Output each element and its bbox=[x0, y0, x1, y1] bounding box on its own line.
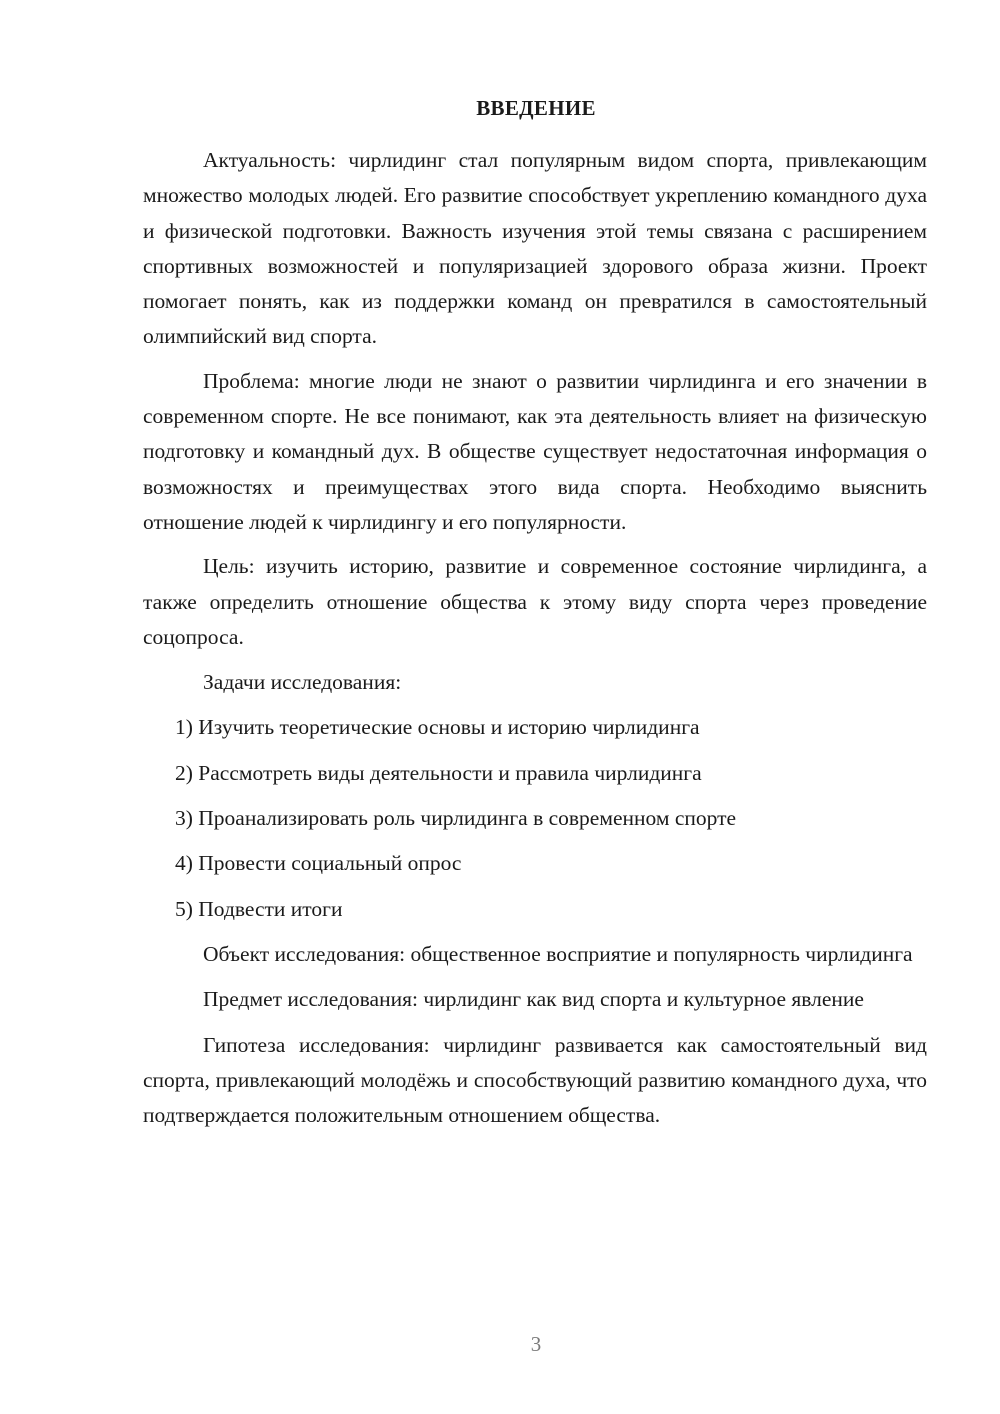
paragraph-hypothesis: Гипотеза исследования: чирлидинг развивается как самостоятельный вид спорта, привлекающий молодёжь и способствующий развитию командного духа, что подтверждается положительным отношением общества. bbox=[143, 1032, 927, 1128]
page-title: ВВЕДЕНИЕ bbox=[476, 96, 596, 120]
task-item-2: 2) Рассмотреть виды деятельности и правила чирлидинга bbox=[175, 760, 702, 785]
paragraph-subject: Предмет исследования: чирлидинг как вид спорта и культурное явление bbox=[203, 987, 864, 1012]
task-item-4: 4) Провести социальный опрос bbox=[175, 851, 462, 876]
paragraph-object: Объект исследования: общественное восприятие и популярность чирлидинга bbox=[203, 941, 913, 966]
tasks-heading: Задачи исследования: bbox=[203, 670, 402, 695]
document-body bbox=[143, 143, 927, 1133]
paragraph-relevance: Актуальность: чирлидинг стал популярным видом спорта, привлекающим множество молодых людей. Его развитие способствует укреплению командного духа и физической подготовки. Важность изучения этой темы связана с расширением спортивных возможностей и популяризацией здорового образа жизни. Проект помогает понять, как из поддержки команд он превратился в самостоятельный олимпийский вид спорта. bbox=[143, 148, 927, 349]
paragraph-goal: Цель: изучить историю, развитие и современное состояние чирлидинга, а также определить отношение общества к этому виду спорта через проведение соцопроса. bbox=[143, 554, 927, 649]
paragraph-problem: Проблема: многие люди не знают о развитии чирлидинга и его значении в современном спорте. Не все понимают, как эта деятельность влияет на физическую подготовку и командный дух. В обществе существует недостаточная информация о возможностях и преимуществах этого вида спорта. Необходимо выяснить отношение людей к чирлидингу и его популярности. bbox=[143, 368, 927, 534]
page-number: 3 bbox=[530, 1332, 542, 1356]
task-item-3: 3) Проанализировать роль чирлидинга в современном спорте bbox=[175, 806, 737, 831]
task-item-1: 1) Изучить теоретические основы и историю чирлидинга bbox=[175, 715, 700, 740]
task-item-5: 5) Подвести итоги bbox=[175, 896, 343, 921]
